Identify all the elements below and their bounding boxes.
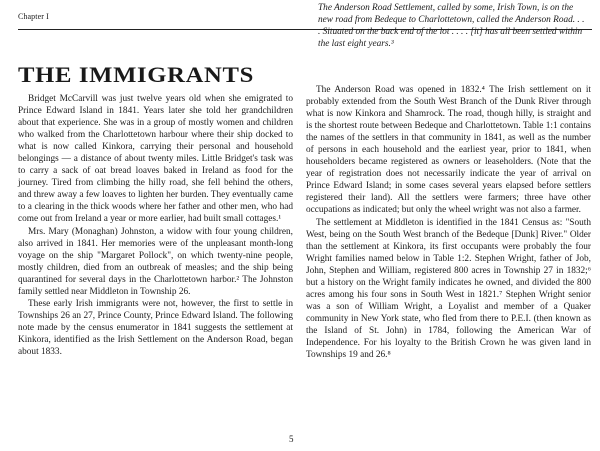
block-quote: The Anderson Road Settlement, called by some, Irish Town, is on the new road from Bedeque to Charlottetown, called the Anderson Road. . . . Situated on the back end of the lot . . . . [it] has all been settled within the last eight years.³ (318, 3, 585, 50)
right-column-body (306, 84, 591, 361)
paragraph: Bridget McCarvill was just twelve years old when she emigrated to Prince Edward Island in 1841. Years later she told her grandchildren about that experience. She was in a group of mostly women and children who walked from the Charlottetown harbour where their ship docked to what is now called Kinkora, carrying their personal and household belongings — a distance of about twenty miles. Little Bridget's task was to carry a sack of oat bread loaves baked in Ireland as food for the journey. Tired from climbing the hilly road, she fell behind the others, and threw away a few loaves to lighten her burden. They eventually came to a clearing in the thick woods where her father and other men, who had come out from Ireland a year or more earlier, had built small cottages.¹ (18, 94, 293, 225)
paragraph: The settlement at Middleton is identified in the 1841 Census as: "South West, being on the South West branch of the Bedeque [Dunk] River." Older than the settlement at Kinkora, its first occupants were probably the four Wright families named below in Table 1:2. Stephen Wright, father of Job, John, Stephen and William, registered 800 acres in Township 27 in 1832;⁶ but a history on the Wright family indicates he owned, and divided the 800 acres among his four sons in South West in 1821.⁷ Stephen Wright senior was a son of William Wright, a Loyalist and member of a Quaker community in New York state, who fled from there to P.E.I. (then known as the Island of St. John) in 1784, following the American War of Independence. For his loyalty to the British Crown he was given land in Townships 19 and 26.⁸ (306, 217, 591, 361)
left-column-body (18, 93, 293, 358)
paragraph: Mrs. Mary (Monaghan) Johnston, a widow with four young children, also arrived in 1841. Her memories were of the unpleasant month-long voyage on the ship "Margaret Pollock", on which twenty-nine people, mostly children, died from an outbreak of measles; and the ship being quarantined for several days in the Charlottetown harbor.² The Johnston family settled near Middleton in Township 26. (18, 226, 293, 297)
paragraph: The Anderson Road was opened in 1832.⁴ The Irish settlement on it probably extended from the South West Branch of the Dunk River through what is now Kinkora and Shamrock. The road, though hilly, is straight and is the shortest route between Bedeque and Charlottetown. Table 1:1 contains the names of the settlers in that community in 1841, as well as the number of persons in each household and the earliest year, prior to 1841, when householders became registered as owners or leaseholders. (Note that the year of registration does not necessarily indicate the year of arrival on Prince Edward Island; in some cases several years elapsed before settlers registered their land). All the settlers were farmers; three have other occupations as indicated; but only the wheel wright was not also a farmer. (306, 85, 591, 216)
paragraph: These early Irish immigrants were not, however, the first to settle in Townships 26 an 27, Prince County, Prince Edward Island. The following note made by the census enumerator in 1841 suggests the settlement at Kinkora, identified as the Irish Settlement on the Anderson Road, began about 1833. (18, 298, 293, 357)
page-title: THE IMMIGRANTS (18, 62, 254, 87)
chapter-label: Chapter I (18, 12, 49, 21)
page-number: 5 (289, 434, 294, 444)
